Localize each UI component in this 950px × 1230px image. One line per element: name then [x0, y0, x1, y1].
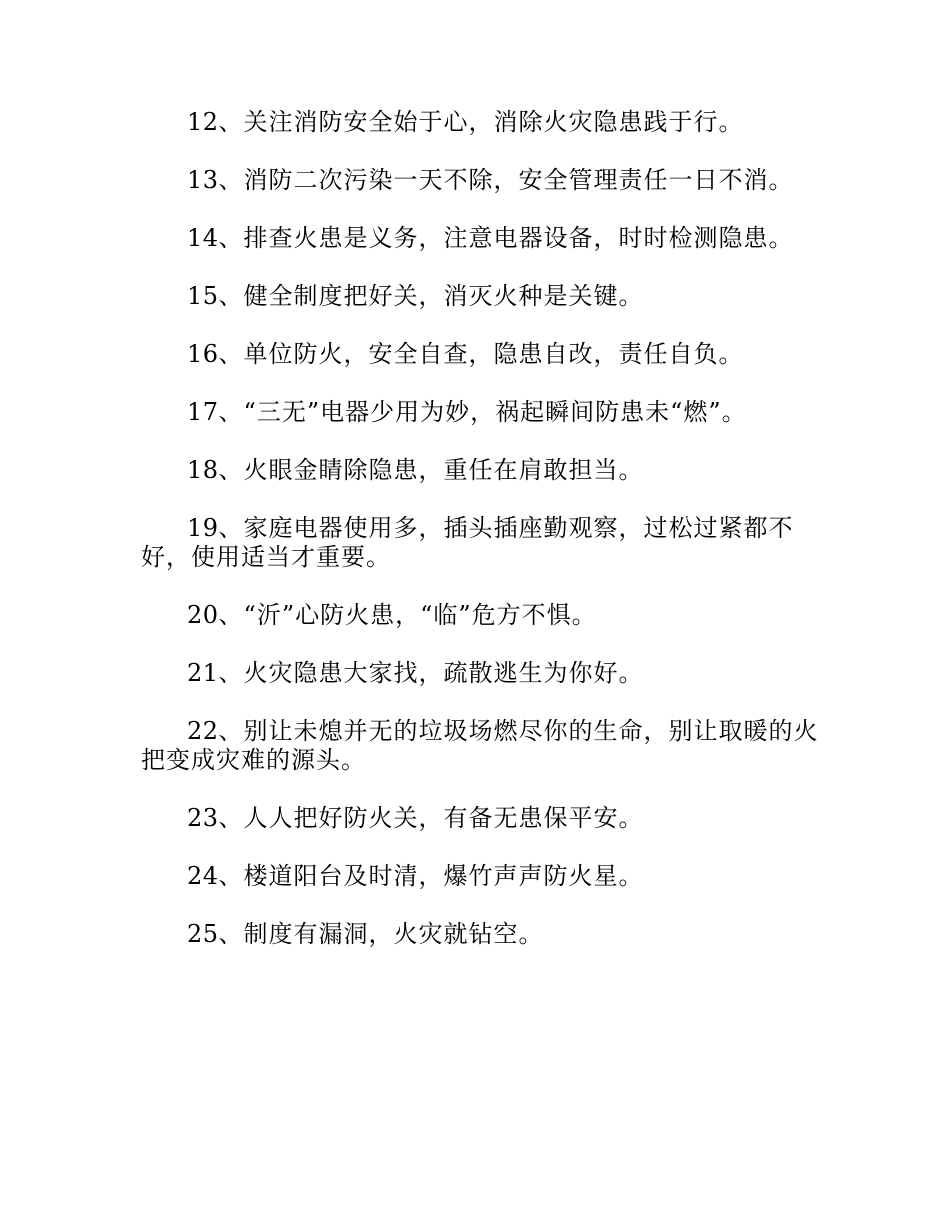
item-text: 排查火患是义务，注意电器设备，时时检测隐患。 — [243, 224, 794, 252]
item-number: 20 — [187, 601, 219, 629]
item-separator: 、 — [218, 717, 244, 745]
item-text: 制度有漏洞，火灾就钻空。 — [243, 920, 544, 948]
item-separator: 、 — [218, 340, 244, 368]
item-separator: 、 — [218, 862, 244, 890]
item-separator: 、 — [218, 456, 244, 484]
item-separator: 、 — [218, 108, 244, 136]
item-number: 18 — [187, 456, 219, 484]
list-item — [141, 340, 821, 369]
list-item — [141, 659, 821, 688]
item-text: 健全制度把好关，消灭火种是关键。 — [243, 282, 644, 310]
item-number: 17 — [187, 398, 219, 426]
item-number: 25 — [187, 920, 219, 948]
item-separator: 、 — [218, 804, 244, 832]
list-item — [141, 282, 821, 311]
item-separator: 、 — [218, 601, 244, 629]
item-number: 22 — [187, 717, 219, 745]
item-text: 火灾隐患大家找，疏散逃生为你好。 — [243, 659, 644, 687]
item-separator: 、 — [218, 282, 244, 310]
item-number: 13 — [187, 166, 219, 194]
item-text: 人人把好防火关，有备无患保平安。 — [243, 804, 644, 832]
item-separator: 、 — [218, 514, 244, 542]
list-item — [141, 514, 821, 572]
item-separator: 、 — [218, 920, 244, 948]
item-number: 12 — [187, 108, 219, 136]
item-text: 关注消防安全始于心，消除火灾隐患践于行。 — [243, 108, 744, 136]
item-number: 19 — [187, 514, 219, 542]
item-separator: 、 — [218, 224, 244, 252]
list-item — [141, 456, 821, 485]
list-item — [141, 862, 821, 891]
list-item — [141, 166, 821, 195]
item-separator: 、 — [218, 166, 244, 194]
item-text: “沂”心防火患，“临”危方不惧。 — [243, 601, 597, 629]
item-text: 楼道阳台及时清，爆竹声声防火星。 — [243, 862, 644, 890]
list-item — [141, 398, 821, 427]
item-text: 消防二次污染一天不除，安全管理责任一日不消。 — [243, 166, 794, 194]
list-item — [141, 224, 821, 253]
item-number: 23 — [187, 804, 219, 832]
item-text: “三无”电器少用为妙，祸起瞬间防患未“燃”。 — [243, 398, 747, 426]
item-number: 16 — [187, 340, 219, 368]
item-separator: 、 — [218, 398, 244, 426]
item-text: 家庭电器使用多，插头插座勤观察，过松过紧都不好，使用适当才重要。 — [141, 514, 794, 571]
item-number: 21 — [187, 659, 219, 687]
item-number: 24 — [187, 862, 219, 890]
item-text: 别让未熄并无的垃圾场燃尽你的生命，别让取暖的火把变成灾难的源头。 — [141, 717, 819, 774]
item-text: 单位防火，安全自查，隐患自改，责任自负。 — [243, 340, 744, 368]
list-item — [141, 108, 821, 137]
slogan-list — [141, 108, 821, 978]
item-text: 火眼金睛除隐患，重任在肩敢担当。 — [243, 456, 644, 484]
list-item — [141, 804, 821, 833]
list-item — [141, 601, 821, 630]
item-number: 14 — [187, 224, 219, 252]
list-item — [141, 920, 821, 949]
item-separator: 、 — [218, 659, 244, 687]
item-number: 15 — [187, 282, 219, 310]
list-item — [141, 717, 821, 775]
